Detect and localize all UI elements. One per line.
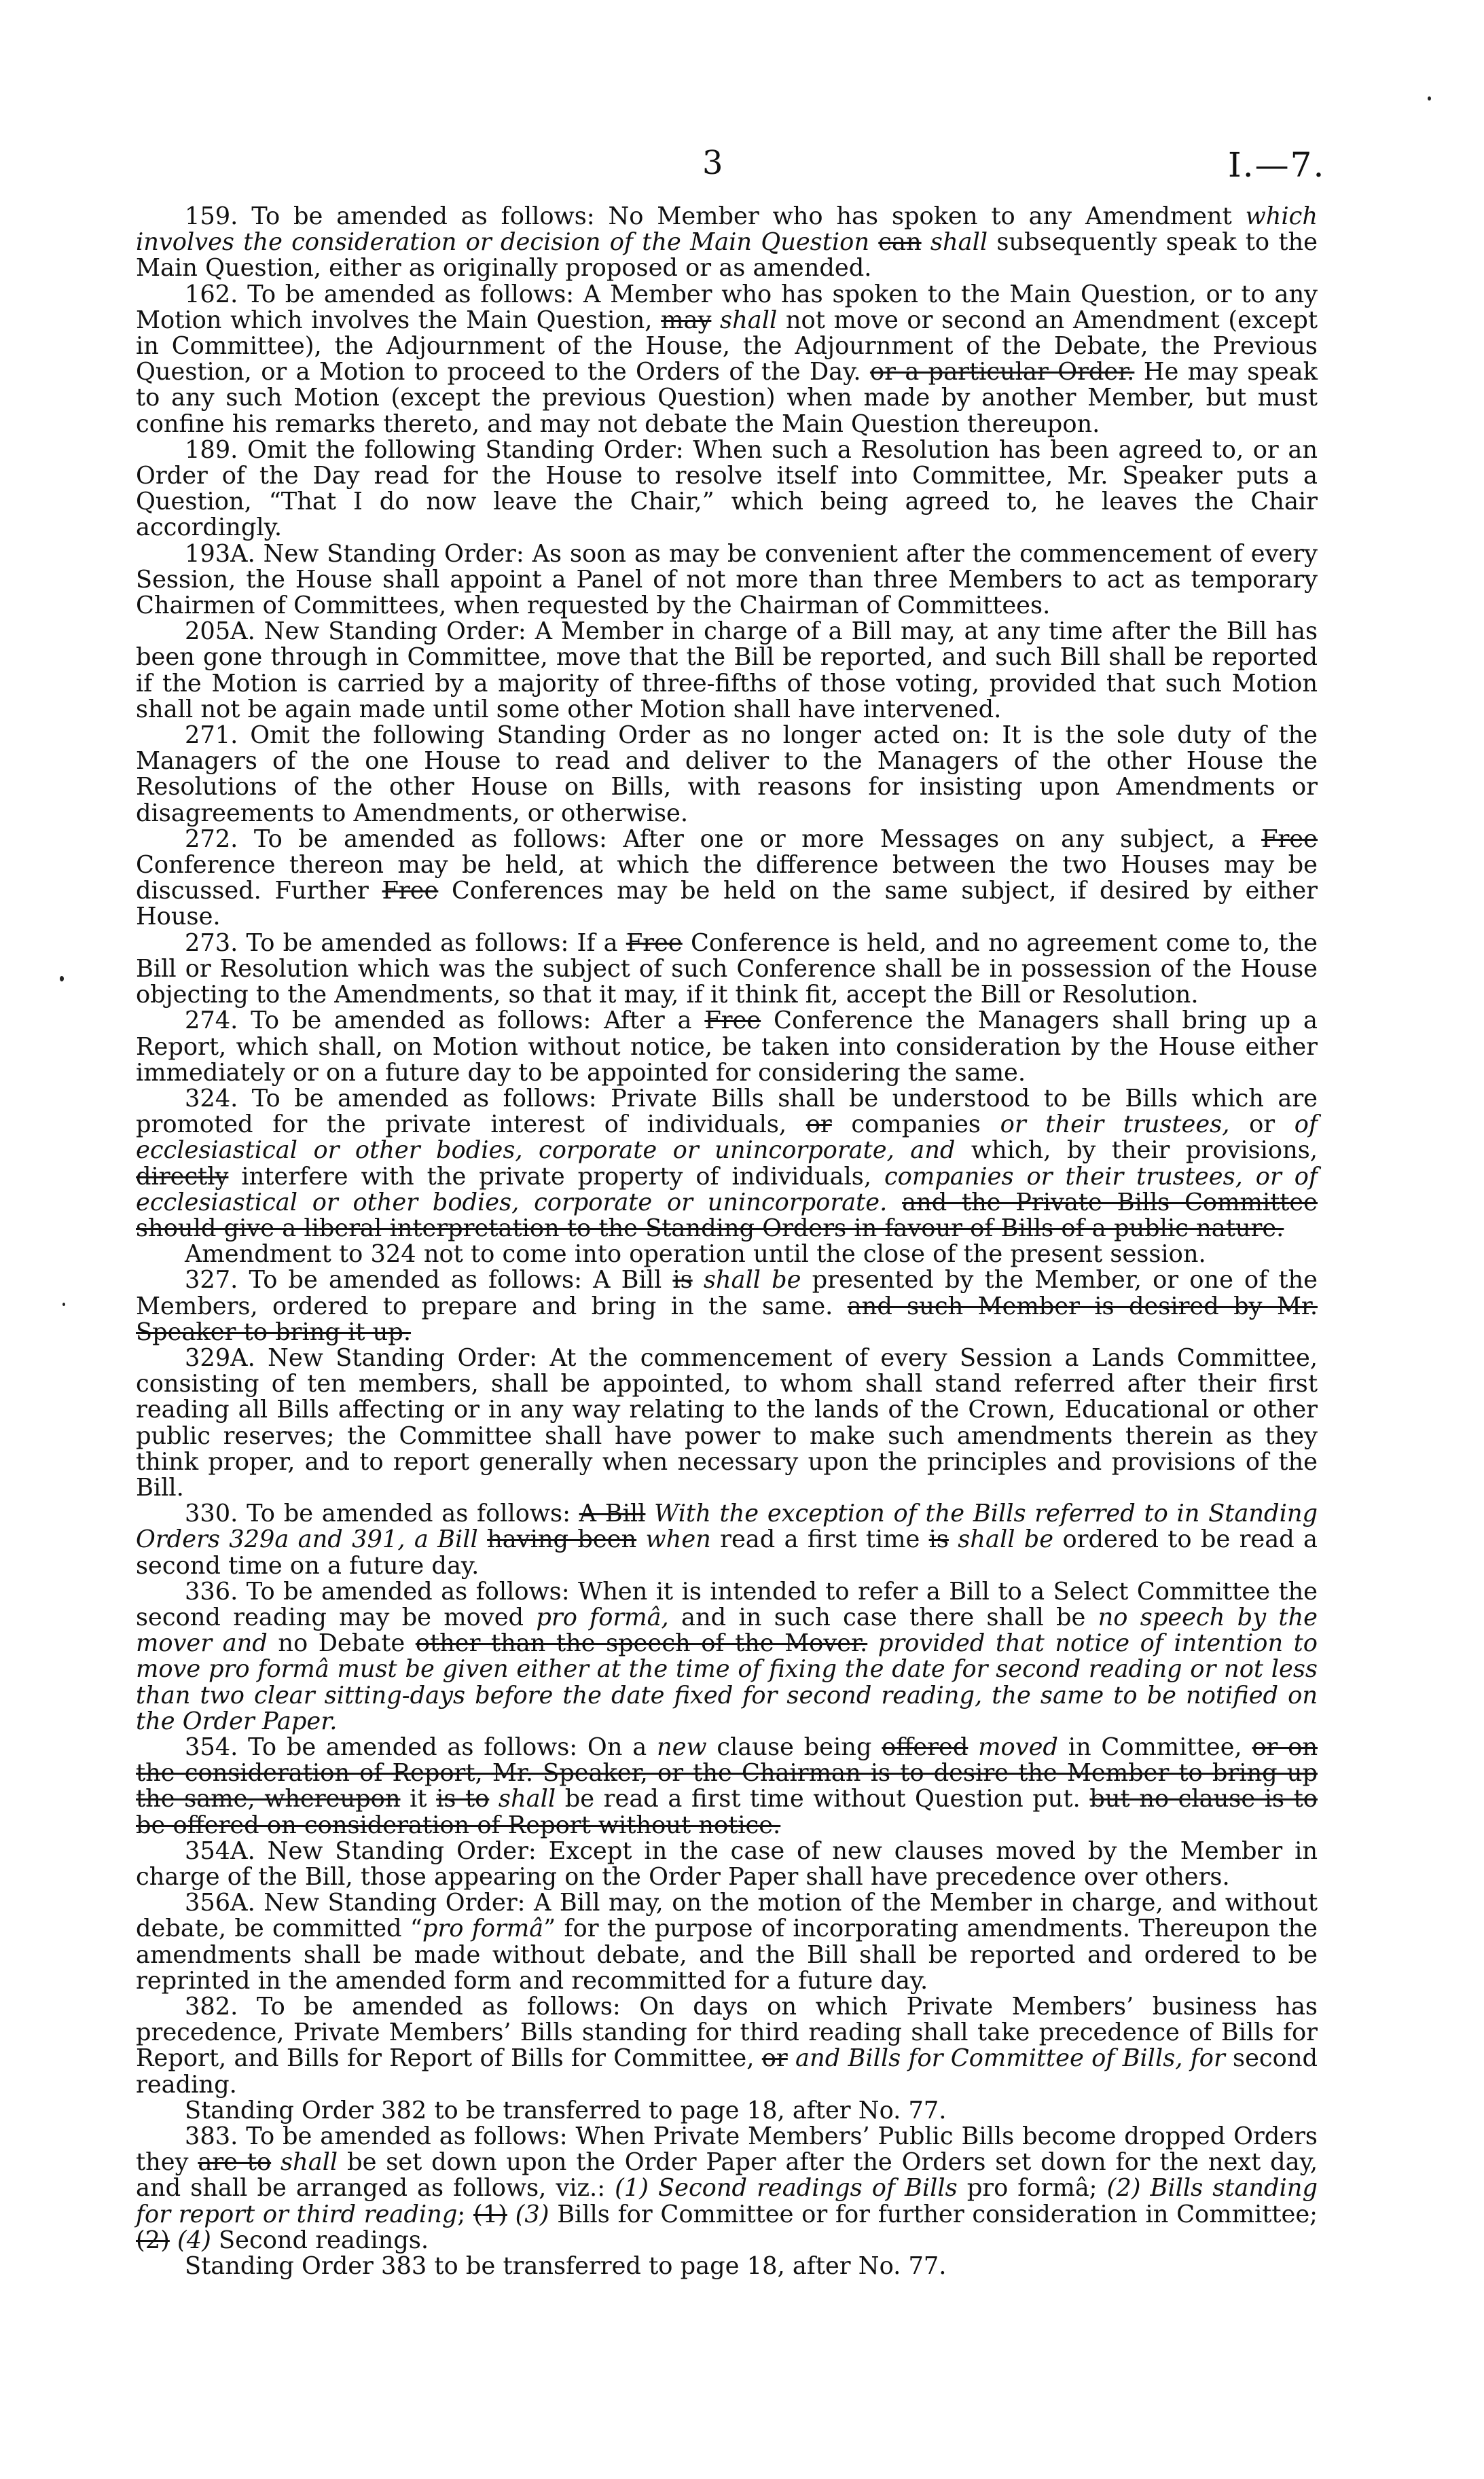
standing-order-paragraph: [136, 723, 1318, 827]
inserted-text: (4): [177, 2226, 211, 2254]
paragraph-text: [887, 1189, 902, 1216]
paragraph-text: 271. Omit the following Standing Order as no longer acted on: It is the sole duty of the Managers of the one House to read and deliver to the Managers of the other House the Resolutions of the other House on Bills, with reasons for insisting upon Amendments or disagreements to Amendments, or otherwise.: [136, 721, 1318, 827]
paragraph-text: [788, 2044, 795, 2072]
inserted-text: shall be: [958, 1525, 1054, 1554]
standing-order-paragraph: [136, 2098, 1318, 2124]
paragraph-text: clause being: [706, 1733, 882, 1761]
standing-order-paragraph: [136, 1242, 1318, 1267]
paragraph-text: 330. To be amended as follows:: [185, 1500, 579, 1528]
inserted-text: shall: [720, 306, 778, 334]
paragraph-text: Conferences may be held on the same subject, if desired by either House.: [136, 877, 1318, 931]
struck-text: or a particular Order.: [869, 358, 1135, 386]
paragraph-text: 356A. New Standing Order: A Bill may, on the motion of the Member in charge, and without debate, be committed “: [136, 1889, 1318, 1943]
paragraph-text: it: [400, 1785, 437, 1813]
paragraph-text: 274. To be amended as follows: After a: [185, 1007, 705, 1035]
paragraph-text: ” for the purpose of incorporating amendments. Thereupon the amendments shall be made without debate, and the Bill shall be reported and ordered to be reprinted in the amended form and recommitted for a future day.: [136, 1915, 1318, 1995]
inserted-text: moved: [978, 1733, 1058, 1761]
standing-order-paragraph: [136, 1267, 1318, 1345]
struck-text: Free: [382, 877, 439, 905]
standing-order-paragraph: [136, 1836, 1318, 1891]
struck-text: Free: [704, 1007, 761, 1035]
paragraph-text: 354A. New Standing Order: Except in the case of new clauses moved by the Member in charge of the Bill, those appearing on the Order Paper shall have precedence over others.: [136, 1836, 1318, 1891]
paragraph-text: 354. To be amended as follows: On a: [185, 1733, 657, 1761]
paragraph-text: subsequently speak to the Main Question, either as originally proposed or as amended.: [136, 228, 1318, 283]
inserted-text: of ecclesiastical or other bodies, corporate or unincorporate, and: [136, 1110, 1318, 1165]
inserted-text: pro formâ: [422, 1915, 544, 1943]
struck-text: other than the speech of the Mover.: [415, 1629, 868, 1658]
paragraph-text: Amendment to 324 not to come into operation until the close of the present session.: [185, 1240, 1206, 1269]
paragraph-text: in Committee,: [1057, 1733, 1252, 1761]
paragraph-text: [645, 1500, 654, 1527]
paragraph-text: [489, 1785, 499, 1813]
paragraph-text: Conference thereon may be held, at which the difference between the two Houses may be discussed. Further: [136, 851, 1318, 905]
standing-order-paragraph: [136, 2254, 1318, 2279]
struck-text: directly: [136, 1162, 229, 1191]
struck-text: is: [928, 1525, 949, 1554]
inserted-text: provided that notice of intention to move pro formâ must be given either at the time of fixing the date for second reading or not less than two clear sitting-days before the date fixed for second reading, the same to be notified on the Order Paper.: [136, 1629, 1318, 1735]
struck-text: is to: [436, 1785, 490, 1813]
paragraph-text: 383. To be amended as follows: When Private Members’ Public Bills become dropped Orders they: [136, 2122, 1318, 2177]
paragraph-text: 189. Omit the following Standing Order: When such a Resolution has been agreed to, or an Order of the Day read for the House to resolve itself into Committee, Mr. Speaker puts a Question, “That I do now leave the Chair,” which being agreed to, he leaves the Chair accordingly.: [136, 435, 1318, 542]
struck-text: is: [672, 1266, 693, 1295]
inserted-text: (1) Second readings of Bills: [615, 2174, 958, 2203]
paragraph-text: He may speak to any such Motion (except the previous Question) when made by another Member, but must confine his remarks thereto, and may not debate the Main Question thereupon.: [136, 358, 1318, 438]
standing-order-paragraph: [136, 204, 1318, 282]
struck-text: are to: [198, 2148, 272, 2177]
paragraph-text: 336. To be amended as follows: When it is intended to refer a Bill to a Select Committee the second reading may be moved: [136, 1577, 1318, 1631]
paragraph-text: companies: [831, 1110, 1000, 1139]
paragraph-text: not move or second an Amendment (except in Committee), the Adjournment of the House, the Adjournment of the Debate, the Previous Question, or a Motion to proceed to the Orders of the Day.: [136, 306, 1318, 386]
paragraph-text: interfere with the private property of individuals,: [228, 1162, 884, 1191]
inserted-text: (3): [515, 2200, 549, 2228]
paragraph-text: or: [1229, 1110, 1295, 1139]
struck-text: A Bill: [579, 1500, 646, 1528]
document-body: [136, 204, 1318, 2279]
paragraph-text: 272. To be amended as follows: After one or more Messages on any subject, a: [185, 825, 1262, 853]
inserted-text: shall: [498, 1785, 556, 1813]
standing-order-paragraph: [136, 1086, 1318, 1242]
standing-order-paragraph: [136, 1501, 1318, 1579]
struck-text: offered: [882, 1733, 969, 1761]
paragraph-text: [478, 1525, 487, 1553]
scan-mark: [60, 976, 64, 981]
paragraph-text: be read a first time without Question put.: [556, 1785, 1090, 1813]
standing-order-paragraph: [136, 827, 1318, 930]
paragraph-text: ;: [457, 2200, 473, 2228]
struck-text: and such Member is desired by Mr. Speaker to bring it up.: [136, 1292, 1318, 1346]
struck-text: (1): [473, 2200, 507, 2228]
paragraph-text: 159. To be amended as follows: No Member who has spoken to any Amendment: [185, 202, 1246, 230]
inserted-text: shall be: [703, 1266, 801, 1295]
paragraph-text: Standing Order 383 to be transferred to page 18, after No. 77.: [185, 2252, 947, 2281]
paragraph-text: [922, 228, 930, 256]
standing-order-paragraph: [136, 930, 1318, 1009]
inserted-text: shall: [280, 2148, 338, 2177]
inserted-text: when: [645, 1525, 711, 1554]
paragraph-text: Conference is held, and no agreement come to, the Bill or Resolution which was the subject of such Conference shall be in possession of the House objecting to the Amendments, so that it may, if it think fit, accept the Bill or Resolution.: [136, 928, 1318, 1009]
page-number: 3: [702, 144, 723, 182]
paragraph-text: [271, 2148, 280, 2176]
inserted-text: which involves the consideration or decision of the Main Question: [136, 202, 1318, 257]
paragraph-text: [170, 2226, 177, 2254]
standing-order-paragraph: [136, 619, 1318, 723]
standing-order-paragraph: [136, 1008, 1318, 1086]
paragraph-text: pro formâ;: [957, 2174, 1107, 2203]
inserted-text: or their trustees,: [1000, 1110, 1230, 1139]
inserted-text: (2) Bills standing for report or third reading: [136, 2174, 1318, 2228]
struck-text: or on the consideration of Report, Mr. Speaker, or the Chairman is to desire the Member to bring up the same, whereupon: [136, 1733, 1318, 1813]
paragraph-text: no Debate: [267, 1629, 416, 1658]
paragraph-text: 193A. New Standing Order: As soon as may be convenient after the commencement of every Session, the House shall appoint a Panel of not more than three Members to act as temporary Chairmen of Committees, when requested by the Chairman of Committees.: [136, 539, 1318, 620]
standing-order-paragraph: [136, 437, 1318, 541]
inserted-text: and Bills for Committee of Bills,: [795, 2044, 1183, 2073]
struck-text: can: [878, 228, 922, 257]
inserted-text: shall: [930, 228, 988, 257]
paragraph-text: 205A. New Standing Order: A Member in charge of a Bill may, at any time after the Bill has been gone through in Committee, move that the Bill be reported, and such Bill shall be reported if the Motion is carried by a majority of three-fifths of those voting, provided that such Motion shall not be again made until some other Motion shall have intervened.: [136, 617, 1318, 723]
struck-text: but no clause is to be offered on consideration of Report without notice.: [136, 1785, 1318, 1839]
inserted-text: pro formâ,: [536, 1603, 669, 1631]
paragraph-text: Conference the Managers shall bring up a Report, which shall, on Motion without notice, be taken into consideration by the House either immediately or on a future day to be appointed for considering the same.: [136, 1007, 1318, 1087]
standing-order-paragraph: [136, 2124, 1318, 2254]
paragraph-text: and in such case there shall be: [668, 1603, 1098, 1631]
standing-order-paragraph: [136, 1579, 1318, 1735]
paragraph-text: Standing Order 382 to be transferred to page 18, after No. 77.: [185, 2096, 947, 2124]
paragraph-text: Second readings.: [211, 2226, 429, 2254]
inserted-text: for: [1190, 2044, 1225, 2073]
paragraph-text: which, by their provisions,: [955, 1136, 1318, 1165]
paragraph-text: [968, 1733, 978, 1761]
standing-order-paragraph: [136, 541, 1318, 619]
paragraph-text: 329A. New Standing Order: At the commencement of every Session a Lands Committee, consisting of ten members, shall be appointed, to whom shall stand referred after their first reading all Bills affecting or in any way relating to the lands of the Crown, Educational or other public reserves; the Committee shall have power to make such amendments therein as they think proper, and to report generally when necessary upon the principles and provisions of the Bill.: [136, 1343, 1318, 1502]
struck-text: or: [761, 2044, 788, 2073]
document-reference: I.—7.: [1228, 145, 1326, 185]
inserted-text: With the exception of the Bills referred to in Standing Orders 329a and 391, a Bill: [136, 1500, 1318, 1554]
inserted-text: new: [656, 1733, 707, 1761]
paragraph-text: 382. To be amended as follows: On days on which Private Members’ business has precedence, Private Members’ Bills standing for third reading shall take precedence of Bills for Report, and Bills for Report of Bills for Committee,: [136, 1993, 1318, 2073]
scan-mark: [1428, 96, 1431, 101]
paragraph-text: presented by the Member, or one of the Members, ordered to prepare and bring in the same.: [136, 1266, 1318, 1320]
struck-text: Free: [1261, 825, 1318, 853]
standing-order-paragraph: [136, 1345, 1318, 1501]
standing-order-paragraph: [136, 1994, 1318, 2098]
paragraph-text: 327. To be amended as follows: A Bill: [185, 1266, 673, 1295]
struck-text: may: [661, 306, 712, 334]
struck-text: and the Private Bills Committee should give a liberal interpretation to the Standing Orders in favour of Bills of a public nature.: [136, 1188, 1318, 1242]
paragraph-text: [949, 1525, 958, 1553]
standing-order-paragraph: [136, 1890, 1318, 1994]
standing-order-paragraph: [136, 282, 1318, 437]
struck-text: Free: [626, 928, 683, 957]
paragraph-text: read a first time: [710, 1525, 929, 1554]
struck-text: or: [806, 1110, 832, 1139]
paragraph-text: 324. To be amended as follows: Private Bills shall be understood to be Bills which are promoted for the private interest of individuals,: [136, 1084, 1318, 1139]
paragraph-text: 162. To be amended as follows: A Member who has spoken to the Main Question, or to any Motion which involves the Main Question,: [136, 280, 1318, 334]
paragraph-text: [711, 306, 720, 334]
paragraph-text: 273. To be amended as follows: If a: [185, 928, 626, 957]
struck-text: having been: [487, 1525, 637, 1554]
paragraph-text: be set down upon the Order Paper after the Orders set down for the next day, and shall be arranged as follows, viz.:: [136, 2148, 1318, 2203]
struck-text: (2): [136, 2226, 170, 2254]
paragraph-text: [507, 2201, 515, 2228]
inserted-text: no speech by the mover and: [136, 1603, 1318, 1658]
paragraph-text: Bills for Committee or for further consideration in Committee;: [549, 2200, 1318, 2228]
paragraph-text: second reading.: [136, 2044, 1318, 2099]
paragraph-text: [636, 1525, 645, 1553]
paragraph-text: [1182, 2044, 1190, 2072]
standing-order-paragraph: [136, 1735, 1318, 1839]
inserted-text: companies or their trustees, or of ecclesiastical or other bodies, corporate or unincorporate.: [136, 1162, 1318, 1216]
scan-mark: [62, 1303, 65, 1306]
paragraph-text: ordered to be read a second time on a future day.: [136, 1525, 1318, 1580]
paragraph-text: [867, 1629, 878, 1657]
paragraph-text: [869, 228, 878, 256]
paragraph-text: [693, 1266, 704, 1294]
